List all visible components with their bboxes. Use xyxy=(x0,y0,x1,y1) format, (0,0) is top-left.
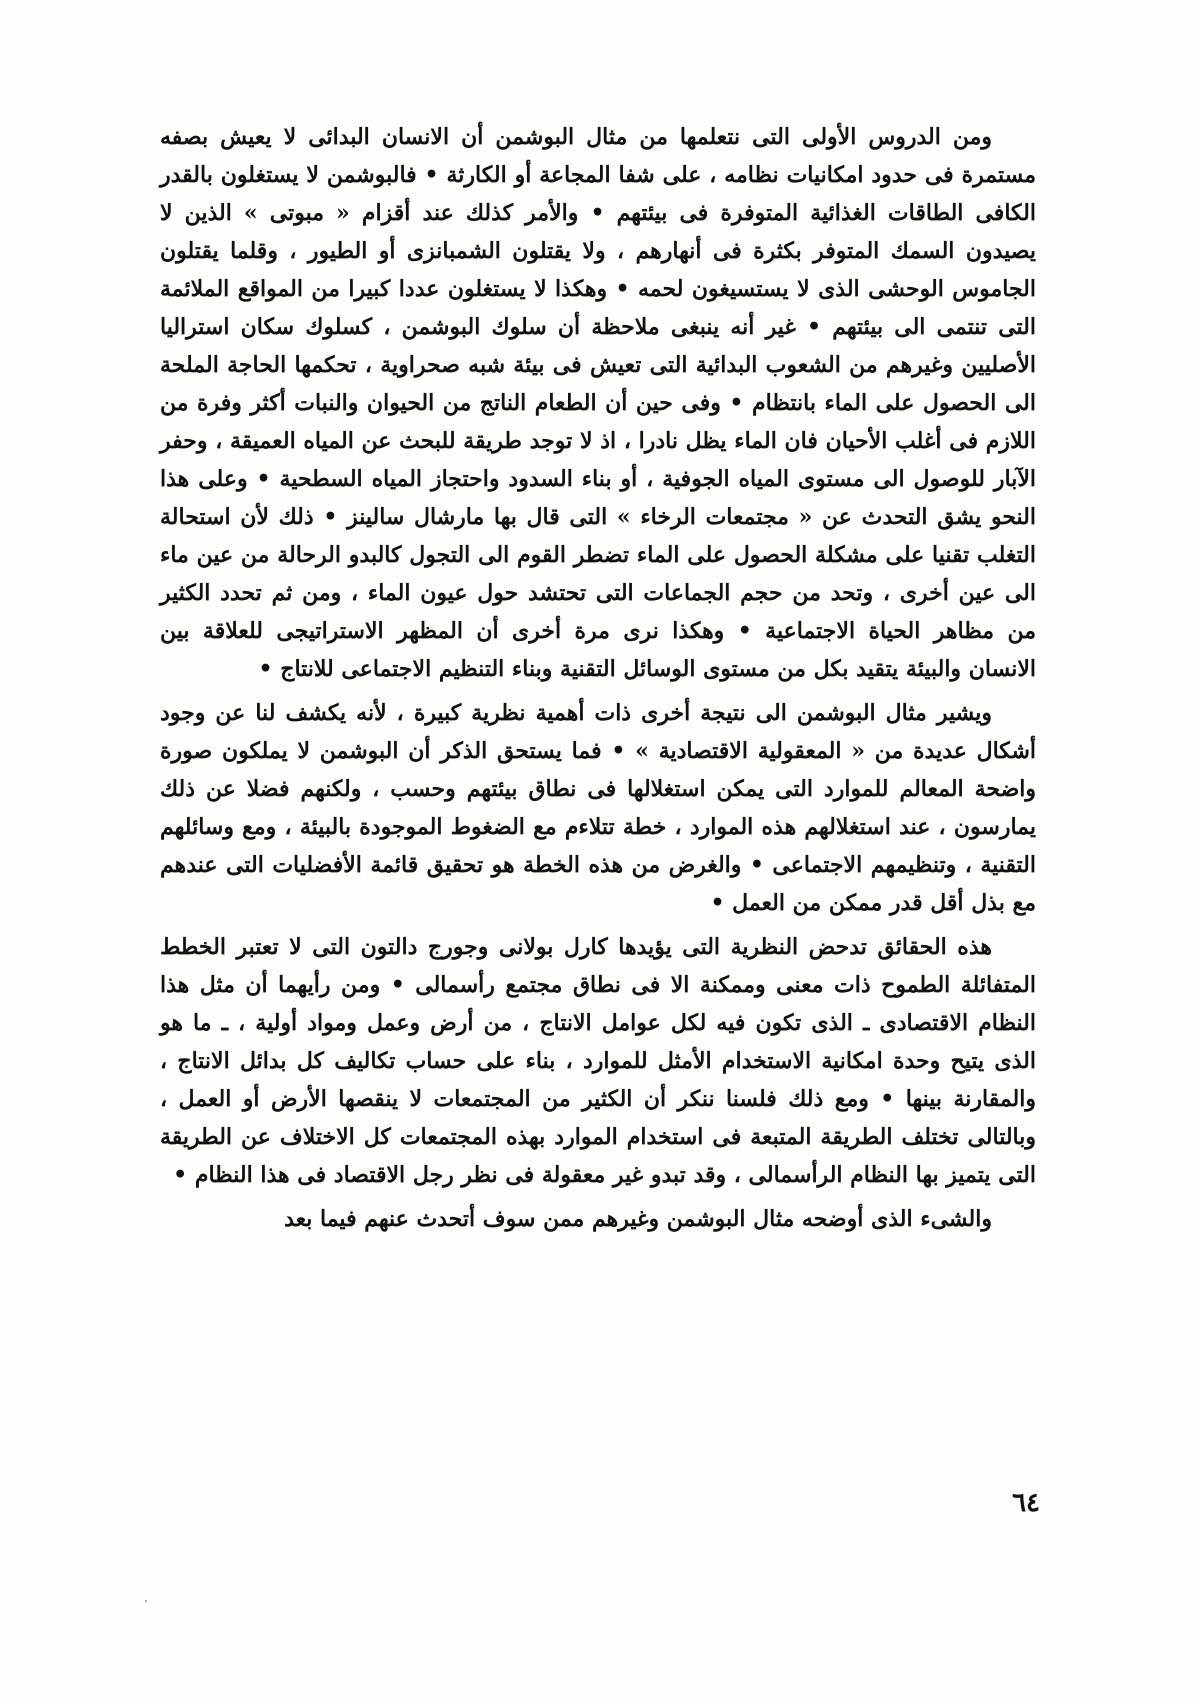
page-number: ٦٤ xyxy=(1012,1488,1040,1518)
body-text xyxy=(160,118,1036,1238)
paragraph-2: ويشير مثال البوشمن الى نتيجة أخرى ذات أهمية نظرية كبيرة ، لأنه يكشف لنا عن وجود أشكال عديدة من « المعقولية الاقتصادية » • فما يستحق الذكر أن البوشمن لا يملكون صورة واضحة المعالم للموارد التى يمكن استغلالها فى نطاق بيئتهم وحسب ، ولكنهم فضلا عن ذلك يمارسون ، عند استغلالهم هذه الموارد ، خطة تتلاءم مع الضغوط الموجودة بالبيئة ، ومع وسائلهم التقنية ، وتنظيمهم الاجتماعى • والغرض من هذه الخطة هو تحقيق قائمة الأفضليات التى عندهم مع بذل أقل قدر ممكن من العمل • xyxy=(160,700,1036,916)
paragraph-4: والشىء الذى أوضحه مثال البوشمن وغيرهم ممن سوف أتحدث عنهم فيما بعد xyxy=(284,1206,992,1232)
scan-speck xyxy=(145,1600,147,1602)
paragraph-1: ومن الدروس الأولى التى نتعلمها من مثال البوشمن أن الانسان البدائى لا يعيش بصفه مستمرة فى حدود امكانيات نظامه ، على شفا المجاعة أو الكارثة • فالبوشمن لا يستغلون بالقدر الكافى الطاقات الغذائية المتوفرة فى بيئتهم • والأمر كذلك عند أقزام « مبوتى » الذين لا يصيدون السمك المتوفر بكثرة فى أنهارهم ، ولا يقتلون الشمبانزى أو الطيور ، وقلما يقتلون الجاموس الوحشى الذى لا يستسيغون لحمه • وهكذا لا يستغلون عددا كبيرا من المواقع الملائمة التى تنتمى الى بيئتهم • غير أنه ينبغى ملاحظة أن سلوك البوشمن ، كسلوك سكان استراليا الأصليين وغيرهم من الشعوب البدائية التى تعيش فى بيئة شبه صحراوية ، تحكمها الحاجة الملحة الى الحصول على الماء بانتظام • وفى حين أن الطعام الناتج من الحيوان والنبات أكثر وفرة من اللازم فى أغلب الأحيان فان الماء يظل نادرا ، اذ لا توجد طريقة للبحث عن المياه العميقة ، وحفر الآبار للوصول الى مستوى المياه الجوفية ، أو بناء السدود واحتجاز المياه السطحية • وعلى هذا النحو يشق التحدث عن « مجتمعات الرخاء » التى قال بها مارشال سالينز • ذلك لأن استحالة التغلب تقنيا على مشكلة الحصول على الماء تضطر القوم الى التجول كالبدو الرحالة من عين ماء الى عين أخرى ، وتحد من حجم الجماعات التى تحتشد حول عيون الماء ، ومن ثم تحدد الكثير من مظاهر الحياة الاجتماعية • وهكذا نرى مرة أخرى أن المظهر الاستراتيجى للعلاقة بين الانسان والبيئة يتقيد بكل من مستوى الوسائل التقنية وبناء التنظيم الاجتماعى للانتاج • xyxy=(160,124,1036,682)
paragraph-3: هذه الحقائق تدحض النظرية التى يؤيدها كارل بولانى وجورج دالتون التى لا تعتبر الخطط المتفائلة الطموح ذات معنى وممكنة الا فى نطاق مجتمع رأسمالى • ومن رأيهما أن مثل هذا النظام الاقتصادى ـ الذى تكون فيه لكل عوامل الانتاج ، من أرض وعمل ومواد أولية ، ـ ما هو الذى يتيح وحدة امكانية الاستخدام الأمثل للموارد ، بناء على حساب تكاليف كل بدائل الانتاج ، والمقارنة بينها • ومع ذلك فلسنا ننكر أن الكثير من المجتمعات لا ينقصها الأرض أو العمل ، وبالتالى تختلف الطريقة المتبعة فى استخدام الموارد بهذه المجتمعات كل الاختلاف عن الطريقة التى يتميز بها النظام الرأسمالى ، وقد تبدو غير معقولة فى نظر رجل الاقتصاد فى هذا النظام • xyxy=(160,934,1036,1188)
